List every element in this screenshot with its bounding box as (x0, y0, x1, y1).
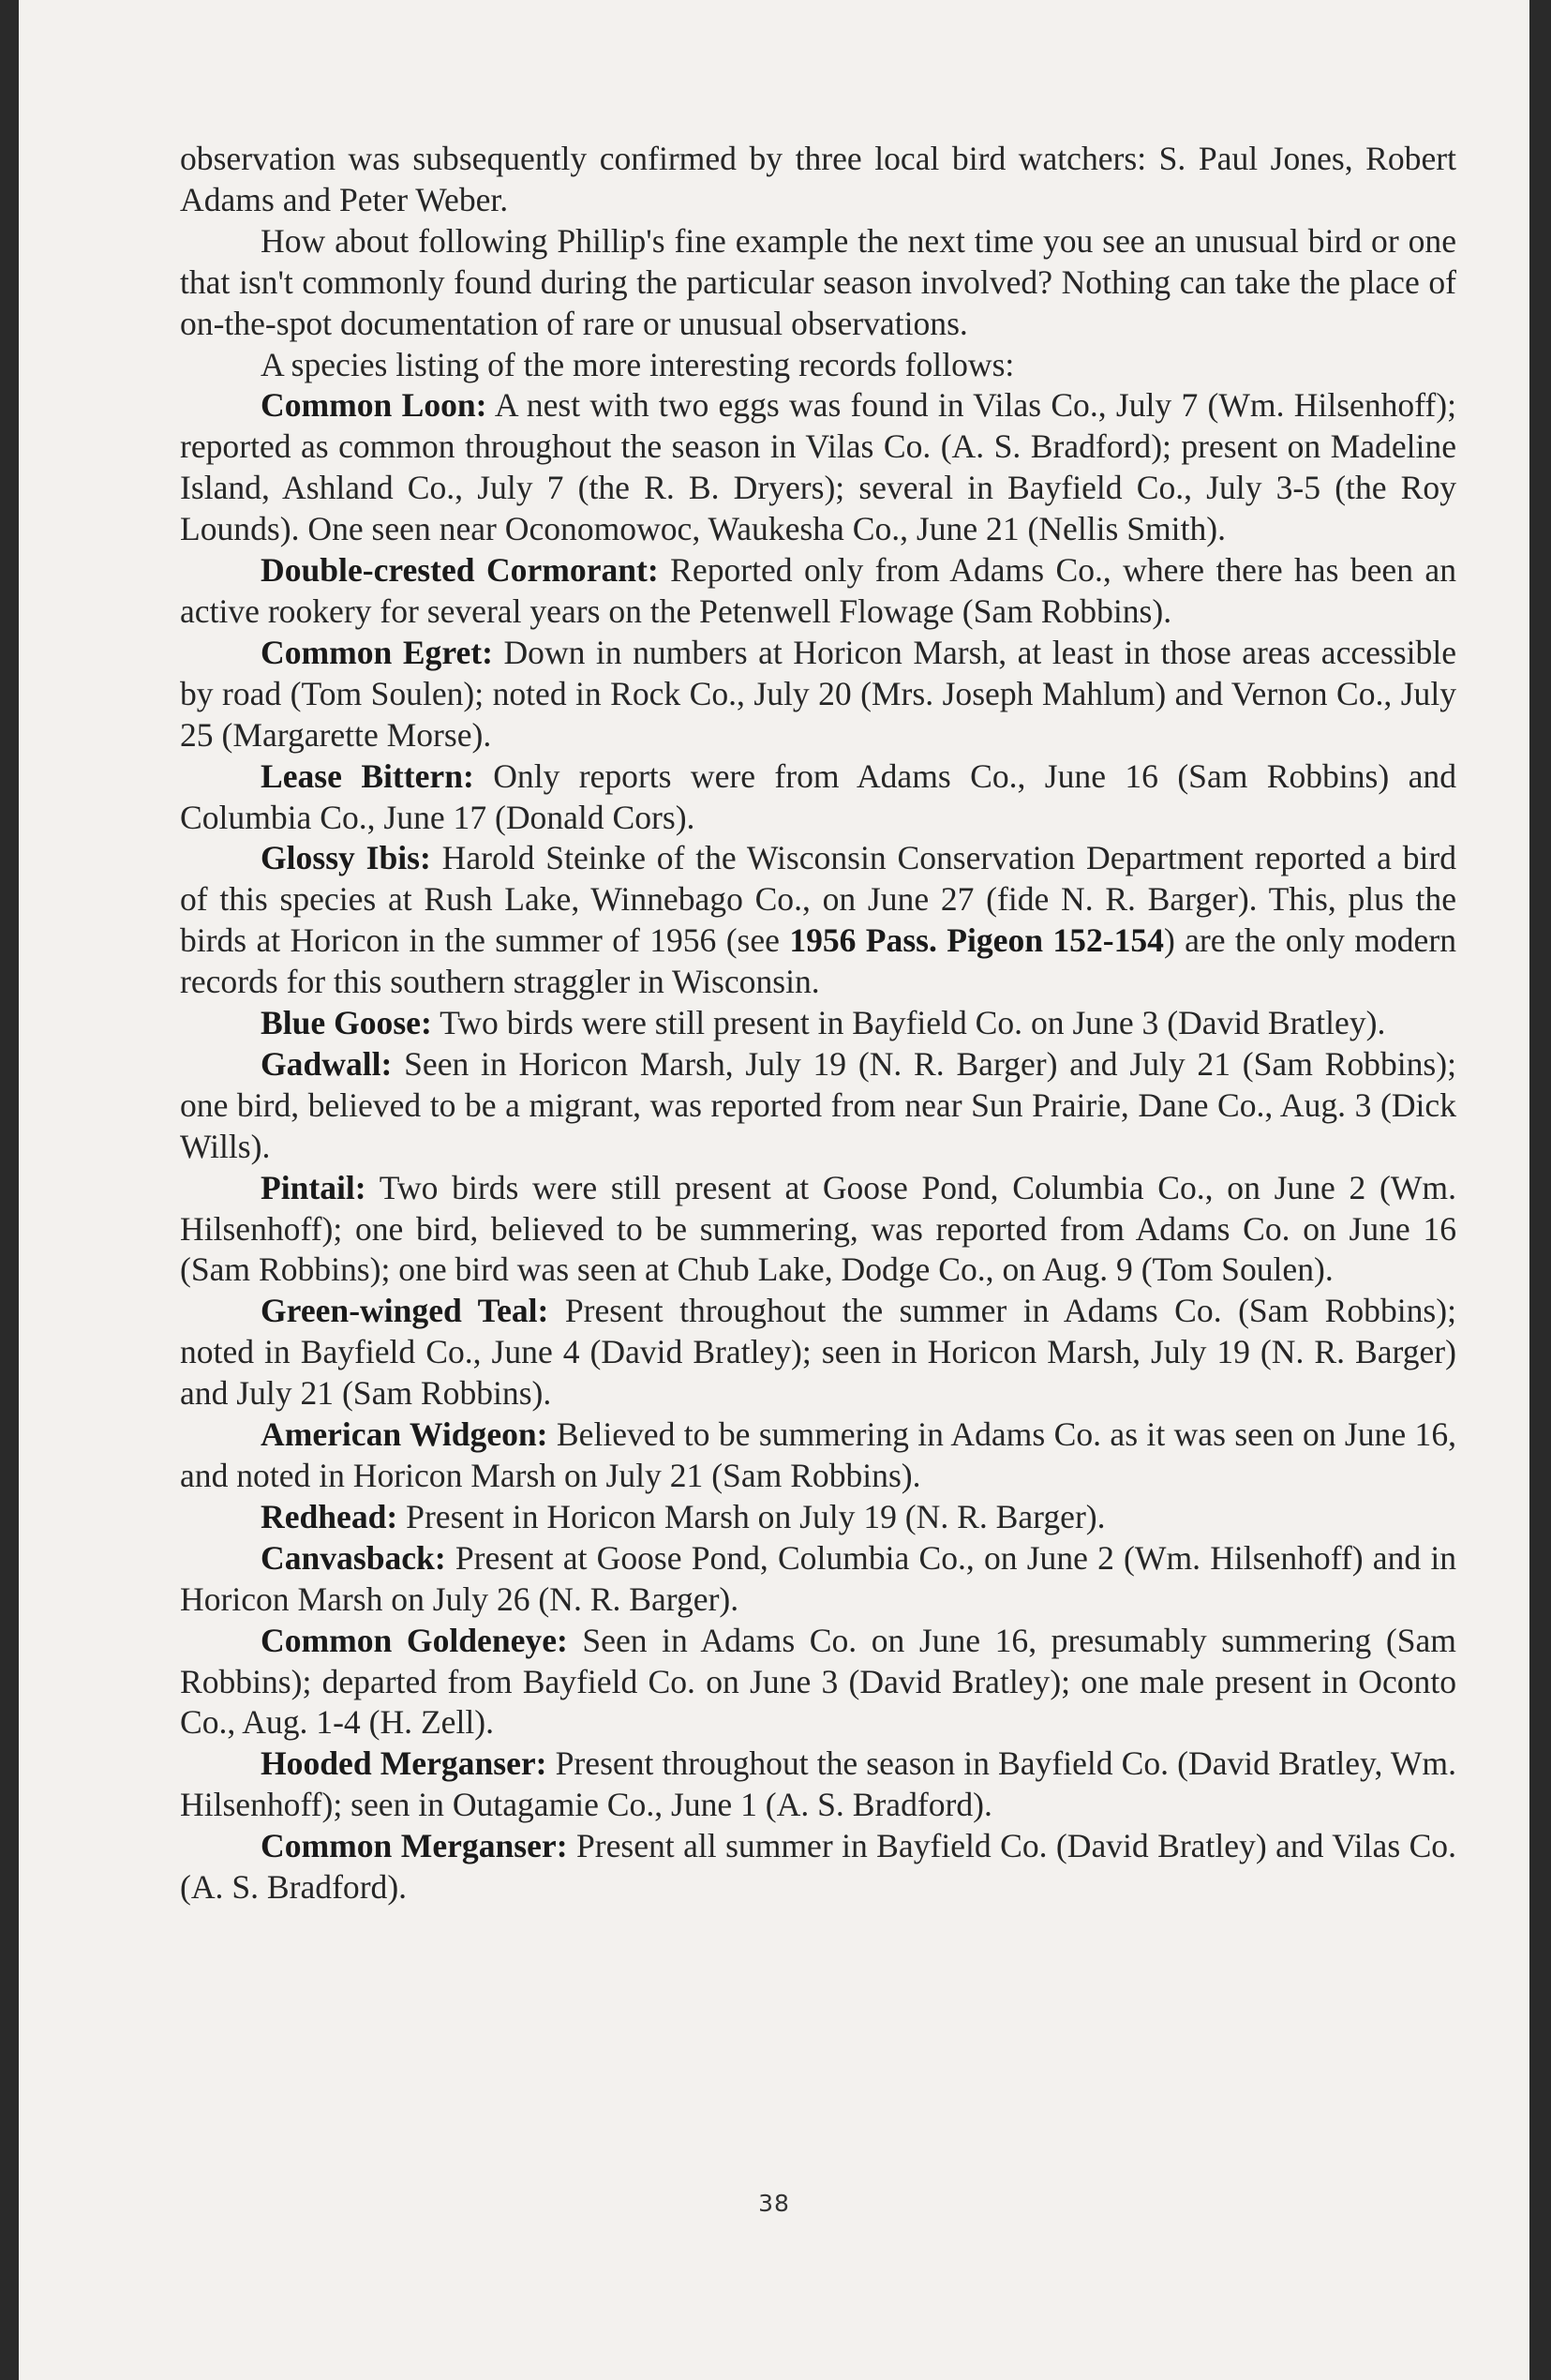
species-entry-lease-bittern (180, 756, 1456, 839)
species-name: Hooded Merganser: (261, 1744, 547, 1783)
species-text: Seen in Adams Co. on June 16, presumably summering (Sam Robbins); departed from Bayfield Co. on June 3 (David Bratley); one male present in Oconto Co., Aug. 1-4 (H. Zell). (180, 1621, 1456, 1742)
intro-paragraph: observation was subsequently confirmed by three local bird watchers: S. Paul Jones, Robert Adams and Peter Weber. (180, 140, 1456, 218)
species-entry-green-winged-teal (180, 1291, 1456, 1415)
species-text: Present throughout the summer in Adams Co. (Sam Robbins); noted in Bayfield Co., June 4 (David Bratley); seen in Horicon Marsh, July 19 (N. R. Barger) and July 21 (Sam Robbins). (180, 1292, 1456, 1413)
species-text: Present in Horicon Marsh on July 19 (N. R. Barger). (397, 1497, 1106, 1535)
species-name: Canvasback: (261, 1538, 446, 1577)
species-entry-canvasback (180, 1538, 1456, 1621)
species-name: Lease Bittern: (261, 756, 474, 795)
species-text: Present throughout the season in Bayfield Co. (David Bratley, Wm. Hilsenhoff); seen in Outagamie Co., June 1 (A. S. Bradford). (180, 1744, 1456, 1824)
species-text: Two birds were still present in Bayfield Co. on June 3 (David Bratley). (431, 1004, 1386, 1042)
species-text: A nest with two eggs was found in Vilas Co., July 7 (Wm. Hilsenhoff); reported as common throughout the season in Vilas Co. (A. S. Bradford); present on Madeline Island, Ashland Co., July 7 (the R. B. Dryers); several in Bayfield Co., July 3-5 (the Roy Lounds). One seen near Oconomowoc, Waukesha Co., June 21 (Nellis Smith). (180, 386, 1456, 548)
species-entry-glossy-ibis (180, 838, 1456, 1003)
species-entry-american-widgeon (180, 1415, 1456, 1497)
species-text: Down in numbers at Horicon Marsh, at least in those areas accessible by road (Tom Soulen); noted in Rock Co., July 20 (Mrs. Joseph Mahlum) and Vernon Co., July 25 (Margarette Morse). (180, 633, 1456, 754)
species-text-after: ) are the only modern records for this southern straggler in Wisconsin. (180, 921, 1456, 1001)
citation-reference: 1956 Pass. Pigeon 152-154 (789, 921, 1164, 960)
species-name: Common Egret: (261, 633, 493, 671)
text-column (180, 139, 1456, 1908)
species-name: Blue Goose: (261, 1004, 432, 1042)
species-entry-double-crested-cormorant (180, 550, 1456, 633)
species-name: Pintail: (261, 1168, 366, 1206)
intro-paragraph: How about following Phillip's fine example the next time you see an unusual bird or one that isn't commonly found during the particular season involved? Nothing can take the place of on-the-spot documentation of rare or unusual observations. (180, 221, 1456, 342)
species-name: Common Goldeneye: (261, 1621, 568, 1659)
species-text: Believed to be summering in Adams Co. as it was seen on June 16, and noted in Horicon Marsh on July 21 (Sam Robbins). (180, 1415, 1456, 1494)
species-name: Redhead: (261, 1497, 398, 1535)
species-name: Double-crested Cormorant: (261, 551, 659, 590)
species-text: Present all summer in Bayfield Co. (David Bratley) and Vilas Co. (A. S. Bradford). (180, 1827, 1456, 1907)
species-text: Only reports were from Adams Co., June 16 (Sam Robbins) and Columbia Co., June 17 (Donald Cors). (180, 756, 1456, 836)
intro-paragraph: A species listing of the more interesting records follows: (261, 345, 1015, 383)
species-name: Common Loon: (261, 386, 487, 425)
species-entry-pintail (180, 1168, 1456, 1292)
species-entry-hooded-merganser (180, 1744, 1456, 1826)
species-name: Common Merganser: (261, 1827, 568, 1865)
species-entry-common-merganser (180, 1826, 1456, 1908)
species-name: Glossy Ibis: (261, 839, 431, 877)
species-name: Green-winged Teal: (261, 1292, 549, 1330)
species-name: Gadwall: (261, 1044, 393, 1083)
species-text: Present at Goose Pond, Columbia Co., on June 2 (Wm. Hilsenhoff) and in Horicon Marsh on July 26 (N. R. Barger). (180, 1538, 1456, 1618)
species-entry-common-goldeneye (180, 1621, 1456, 1744)
species-text: Two birds were still present at Goose Pond, Columbia Co., on June 2 (Wm. Hilsenhoff); one bird, believed to be summering, was reported from Adams Co. on June 16 (Sam Robbins); one bird was seen at Chub Lake, Dodge Co., on Aug. 9 (Tom Soulen). (180, 1168, 1456, 1289)
species-text: Reported only from Adams Co., where there has been an active rookery for several years on the Petenwell Flowage (Sam Robbins). (180, 551, 1456, 630)
species-name: American Widgeon: (261, 1415, 548, 1454)
species-text: Harold Steinke of the Wisconsin Conservation Department reported a bird of this species at Rush Lake, Winnebago Co., on June 27 (fide N. R. Barger). This, plus the birds at Horicon in the summer of 1956 (see (180, 839, 1457, 960)
species-entry-common-loon (180, 385, 1456, 550)
page-number: 38 (758, 2190, 790, 2217)
species-entry-gadwall (180, 1044, 1456, 1168)
species-entry-common-egret (180, 633, 1456, 756)
species-entry-redhead (180, 1497, 1456, 1538)
species-entry-blue-goose (180, 1003, 1456, 1044)
species-text: Seen in Horicon Marsh, July 19 (N. R. Barger) and July 21 (Sam Robbins); one bird, believed to be a migrant, was reported from near Sun Prairie, Dane Co., Aug. 3 (Dick Wills). (180, 1044, 1456, 1165)
document-page (19, 0, 1529, 2380)
